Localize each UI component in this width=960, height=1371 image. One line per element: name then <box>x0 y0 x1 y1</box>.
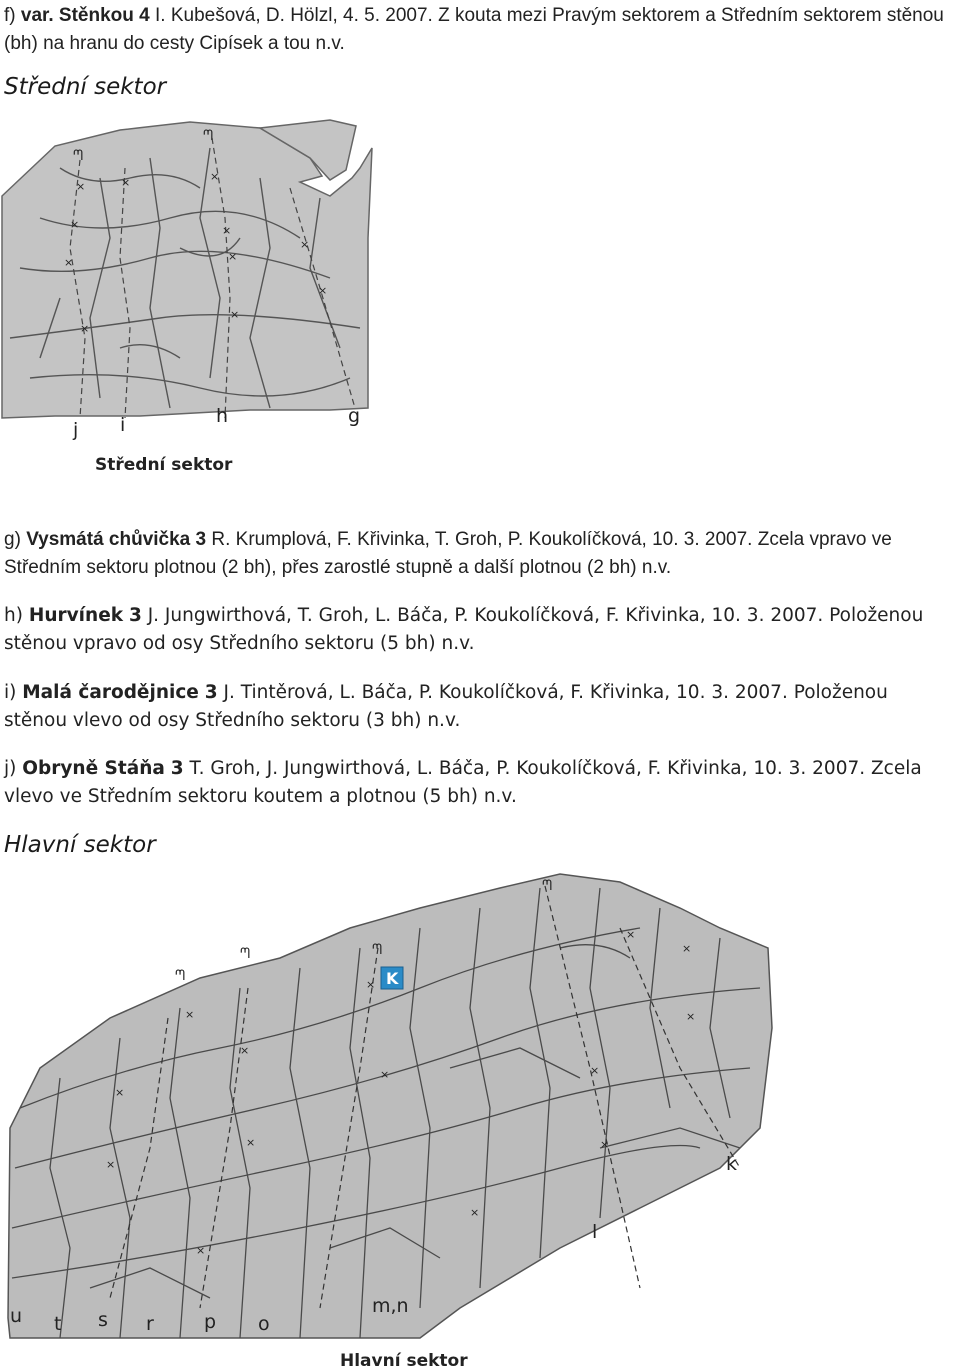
svg-text:ᘉ: ᘉ <box>175 968 186 984</box>
svg-text:×: × <box>470 1206 480 1219</box>
main-sector-topo <box>0 868 780 1371</box>
svg-text:×: × <box>600 1138 610 1151</box>
route-h-grade: 3 <box>128 605 142 626</box>
svg-text:×: × <box>64 256 74 269</box>
route-letter-r: r <box>146 1313 154 1335</box>
svg-text:×: × <box>246 1136 256 1149</box>
route-letter-s: s <box>98 1309 108 1331</box>
route-f-id: f) <box>4 5 16 26</box>
route-letter-j: j <box>73 419 79 441</box>
route-letter-i: i <box>120 414 126 436</box>
k-badge <box>381 967 403 989</box>
route-letter-h: h <box>216 405 229 427</box>
route-h-paragraph <box>4 602 956 658</box>
svg-text:×: × <box>626 928 636 941</box>
svg-text:ᘉ: ᘉ <box>203 128 214 144</box>
main-rock-face <box>8 874 772 1338</box>
route-letter-p: p <box>204 1311 217 1333</box>
route-g-paragraph <box>4 526 956 582</box>
route-f-name: var. Stěnkou <box>20 5 134 26</box>
svg-text:ᘉ: ᘉ <box>240 946 251 962</box>
route-g-id: g) <box>4 529 21 550</box>
section-heading-middle: Střední sektor <box>4 74 167 100</box>
svg-text:×: × <box>121 176 131 189</box>
route-letter-k: k <box>726 1153 738 1175</box>
middle-sector-topo <box>0 118 380 480</box>
route-i-name: Malá čarodějnice <box>22 682 199 703</box>
svg-text:×: × <box>80 322 90 335</box>
route-h-id: h) <box>4 605 23 626</box>
svg-text:ᘉ: ᘉ <box>73 148 84 164</box>
route-i-id: i) <box>4 682 17 703</box>
svg-text:ᘉ: ᘉ <box>372 942 383 958</box>
middle-figure-caption: Střední sektor <box>95 455 233 475</box>
svg-text:×: × <box>115 1086 125 1099</box>
route-letter-mn: m,n <box>372 1295 409 1317</box>
route-i-text: J. Tintěrová, L. Báča, P. Koukolíčková, F. Křivinka, 10. 3. 2007. Položenou stěnou vlevo od osy Středního sektoru (3 bh) n.v. <box>4 682 888 731</box>
svg-text:×: × <box>686 1010 696 1023</box>
section-heading-main: Hlavní sektor <box>4 832 156 858</box>
svg-text:×: × <box>106 1158 116 1171</box>
route-h-name: Hurvínek <box>28 605 124 626</box>
svg-text:×: × <box>240 1044 250 1057</box>
route-i-grade: 3 <box>204 682 218 703</box>
svg-text:ᘉ: ᘉ <box>542 878 553 894</box>
middle-rock-face <box>2 122 372 418</box>
route-f-grade: 4 <box>139 5 150 26</box>
svg-text:×: × <box>222 224 232 237</box>
svg-text:×: × <box>230 308 240 321</box>
svg-text:×: × <box>318 284 328 297</box>
svg-text:×: × <box>366 978 376 991</box>
route-g-grade: 3 <box>195 529 207 550</box>
route-letter-l: l <box>592 1221 598 1243</box>
svg-text:×: × <box>682 942 692 955</box>
route-j-paragraph <box>4 755 956 811</box>
svg-text:×: × <box>76 180 86 193</box>
svg-text:×: × <box>300 238 310 251</box>
svg-text:×: × <box>196 1244 206 1257</box>
route-j-text: T. Groh, J. Jungwirthová, L. Báča, P. Koukolíčková, F. Křivinka, 10. 3. 2007. Zcela vlevo ve Středním sektoru koutem a plotnou (5 bh) n.v. <box>4 758 922 807</box>
route-letter-t: t <box>54 1313 62 1335</box>
svg-text:×: × <box>185 1008 195 1021</box>
route-h-text: J. Jungwirthová, T. Groh, L. Báča, P. Koukolíčková, F. Křivinka, 10. 3. 2007. Položenou stěnou vpravo od osy Středního sektoru (5 bh) n.v. <box>4 605 924 654</box>
route-f-text: I. Kubešová, D. Hölzl, 4. 5. 2007. Z kouta mezi Pravým sektorem a Středním sektorem stěnou (bh) na hranu do cesty Cipísek a tou n.v. <box>4 5 944 54</box>
route-i-paragraph <box>4 679 956 735</box>
route-j-grade: 3 <box>170 758 184 779</box>
route-letter-u: u <box>10 1305 23 1327</box>
route-g-name: Vysmátá chůvička <box>26 529 191 550</box>
route-j-id: j) <box>4 758 17 779</box>
route-letter-g: g <box>348 405 361 427</box>
svg-text:×: × <box>70 218 80 231</box>
route-j-name: Obryně Stáňa <box>22 758 165 779</box>
svg-text:×: × <box>380 1068 390 1081</box>
route-f-paragraph <box>4 2 956 58</box>
main-figure-caption: Hlavní sektor <box>340 1351 468 1371</box>
svg-text:×: × <box>590 1064 600 1077</box>
route-letter-o: o <box>258 1313 270 1335</box>
svg-text:×: × <box>210 170 220 183</box>
route-g-text: R. Krumplová, F. Křivinka, T. Groh, P. Koukolíčková, 10. 3. 2007. Zcela vpravo ve Středním sektoru plotnou (2 bh), přes zarostlé stupně a další plotnou (2 bh) n.v. <box>4 529 892 578</box>
svg-text:×: × <box>228 250 238 263</box>
k-badge-label: K <box>386 969 399 988</box>
